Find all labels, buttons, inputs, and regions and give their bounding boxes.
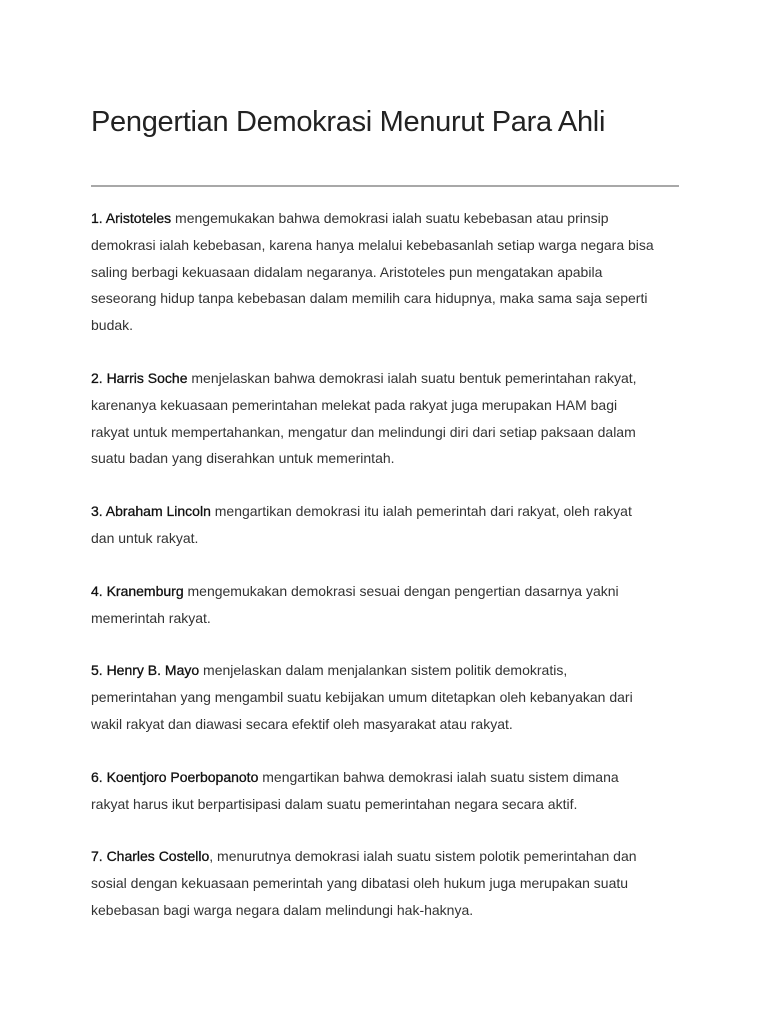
text-line: budak. — [91, 317, 134, 334]
text-line: seseorang hidup tanpa kebebasan dalam memilih cara hidupnya, maka sama saja seperti — [91, 290, 648, 307]
definition-text: mengartikan demokrasi itu ialah pemerintah dari rakyat, oleh rakyat — [210, 503, 632, 520]
text-line — [91, 365, 691, 392]
definitions-list — [91, 205, 691, 950]
definition-text: menjelaskan dalam menjalankan sistem politik demokratis, — [199, 662, 568, 679]
text-line — [91, 498, 691, 525]
text-line: kebebasan bagi warga negara dalam melindungi hak-haknya. — [91, 901, 474, 918]
definition-paragraph — [91, 498, 691, 552]
definition-text: , menurutnya demokrasi ialah suatu sistem polotik pemerintahan dan — [209, 848, 637, 865]
page-title: Pengertian Demokrasi Menurut Para Ahli — [91, 106, 606, 138]
text-line — [91, 578, 691, 605]
text-line: rakyat harus ikut berpartisipasi dalam suatu pemerintahan negara secara aktif. — [91, 795, 578, 812]
expert-name: 6. Koentjoro Poerbopanoto — [91, 768, 259, 785]
text-line: rakyat untuk mempertahankan, mengatur dan melindungi diri dari setiap paksaan dalam — [91, 423, 636, 440]
text-line: suatu badan yang diserahkan untuk memerintah. — [91, 450, 395, 467]
expert-name: 7. Charles Costello — [91, 848, 210, 865]
text-line: pemerintahan yang mengambil suatu kebijakan umum ditetapkan oleh kebanyakan dari — [91, 689, 633, 706]
definition-paragraph — [91, 764, 691, 818]
definition-paragraph — [91, 205, 691, 339]
expert-name: 3. Abraham Lincoln — [91, 503, 211, 520]
definition-text: menjelaskan bahwa demokrasi ialah suatu bentuk pemerintahan rakyat, — [187, 369, 637, 386]
text-line: wakil rakyat dan diawasi secara efektif oleh masyarakat atau rakyat. — [91, 715, 513, 732]
definition-text: mengemukakan demokrasi sesuai dengan pengertian dasarnya yakni — [183, 582, 619, 599]
definition-text: mengartikan bahwa demokrasi ialah suatu sistem dimana — [258, 768, 619, 785]
text-line — [91, 764, 691, 791]
expert-name: 1. Aristoteles — [91, 210, 172, 226]
definition-paragraph — [91, 365, 691, 472]
definition-paragraph — [91, 657, 691, 737]
expert-name: 5. Henry B. Mayo — [91, 662, 200, 679]
definition-paragraph — [91, 578, 691, 632]
definition-paragraph — [91, 843, 691, 923]
text-line: dan untuk rakyat. — [91, 529, 199, 546]
text-line: sosial dengan kekuasaan pemerintah yang dibatasi oleh hukum juga merupakan suatu — [91, 875, 629, 892]
text-line: memerintah rakyat. — [91, 609, 211, 626]
title-divider — [91, 185, 679, 187]
expert-name: 2. Harris Soche — [91, 369, 188, 386]
text-line: demokrasi ialah kebebasan, karena hanya melalui kebebasanlah setiap warga negara bisa — [91, 236, 654, 253]
text-line: karenanya kekuasaan pemerintahan melekat pada rakyat juga merupakan HAM bagi — [91, 396, 618, 413]
definition-text: mengemukakan bahwa demokrasi ialah suatu kebebasan atau prinsip — [171, 210, 609, 226]
text-line — [91, 657, 691, 684]
text-line — [91, 843, 691, 870]
expert-name: 4. Kranemburg — [91, 582, 184, 599]
text-line: saling berbagi kekuasaan didalam negaranya. Aristoteles pun mengatakan apabila — [91, 263, 603, 280]
text-line — [91, 205, 691, 232]
